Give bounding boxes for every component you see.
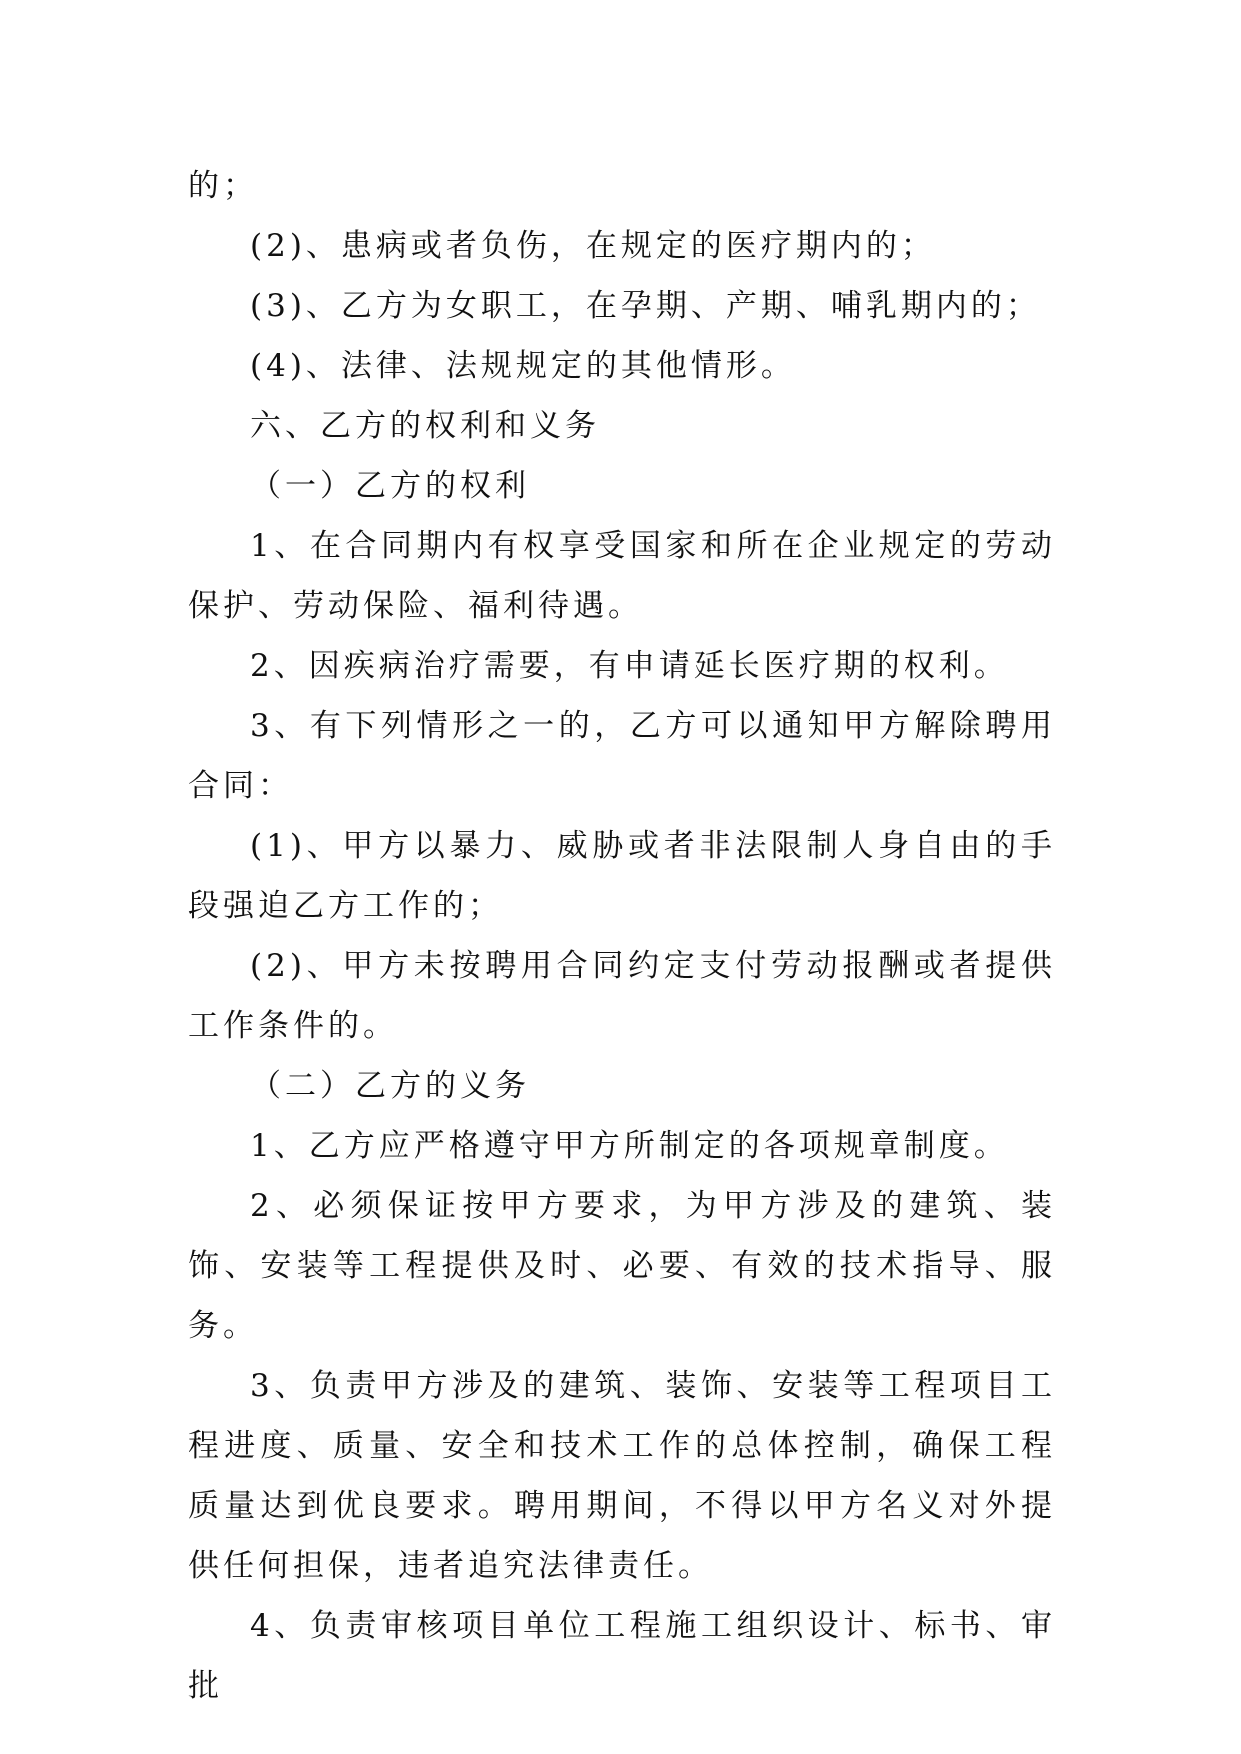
list-item-other-cases: (4)、法律、法规规定的其他情形。 — [250, 348, 796, 384]
obligations-item-3: 3、负责甲方涉及的建筑、装饰、安装等工程项目工程进度、质量、安全和技术工作的总体控制，确保工程质量达到优良要求。聘用期间，不得以甲方名义对外提供任何担保，违者追究法律责任。 — [188, 1368, 1056, 1584]
section-heading-rights-obligations: 六、乙方的权利和义务 — [250, 408, 600, 444]
obligations-item-2: 2、必须保证按甲方要求，为甲方涉及的建筑、装饰、安装等工程提供及时、必要、有效的技术指导、服务。 — [188, 1188, 1056, 1344]
obligations-item-1: 1、乙方应严格遵守甲方所制定的各项规章制度。 — [250, 1128, 1009, 1164]
rights-subitem-1: (1)、甲方以暴力、威胁或者非法限制人身自由的手段强迫乙方工作的； — [188, 828, 1056, 924]
paragraph-fragment: 的； — [188, 168, 258, 204]
rights-item-3: 3、有下列情形之一的，乙方可以通知甲方解除聘用合同： — [188, 708, 1056, 804]
rights-item-2: 2、因疾病治疗需要，有申请延长医疗期的权利。 — [250, 648, 1009, 684]
list-item-illness: (2)、患病或者负伤，在规定的医疗期内的； — [250, 228, 936, 264]
document-body — [188, 156, 1056, 1716]
obligations-item-4: 4、负责审核项目单位工程施工组织设计、标书、审批 — [188, 1608, 1056, 1704]
subsection-heading-obligations: （二）乙方的义务 — [250, 1068, 530, 1104]
rights-subitem-2: (2)、甲方未按聘用合同约定支付劳动报酬或者提供工作条件的。 — [188, 948, 1056, 1044]
rights-item-1: 1、在合同期内有权享受国家和所在企业规定的劳动保护、劳动保险、福利待遇。 — [188, 528, 1056, 624]
subsection-heading-rights: （一）乙方的权利 — [250, 468, 530, 504]
list-item-pregnancy: (3)、乙方为女职工，在孕期、产期、哺乳期内的； — [250, 288, 1041, 324]
